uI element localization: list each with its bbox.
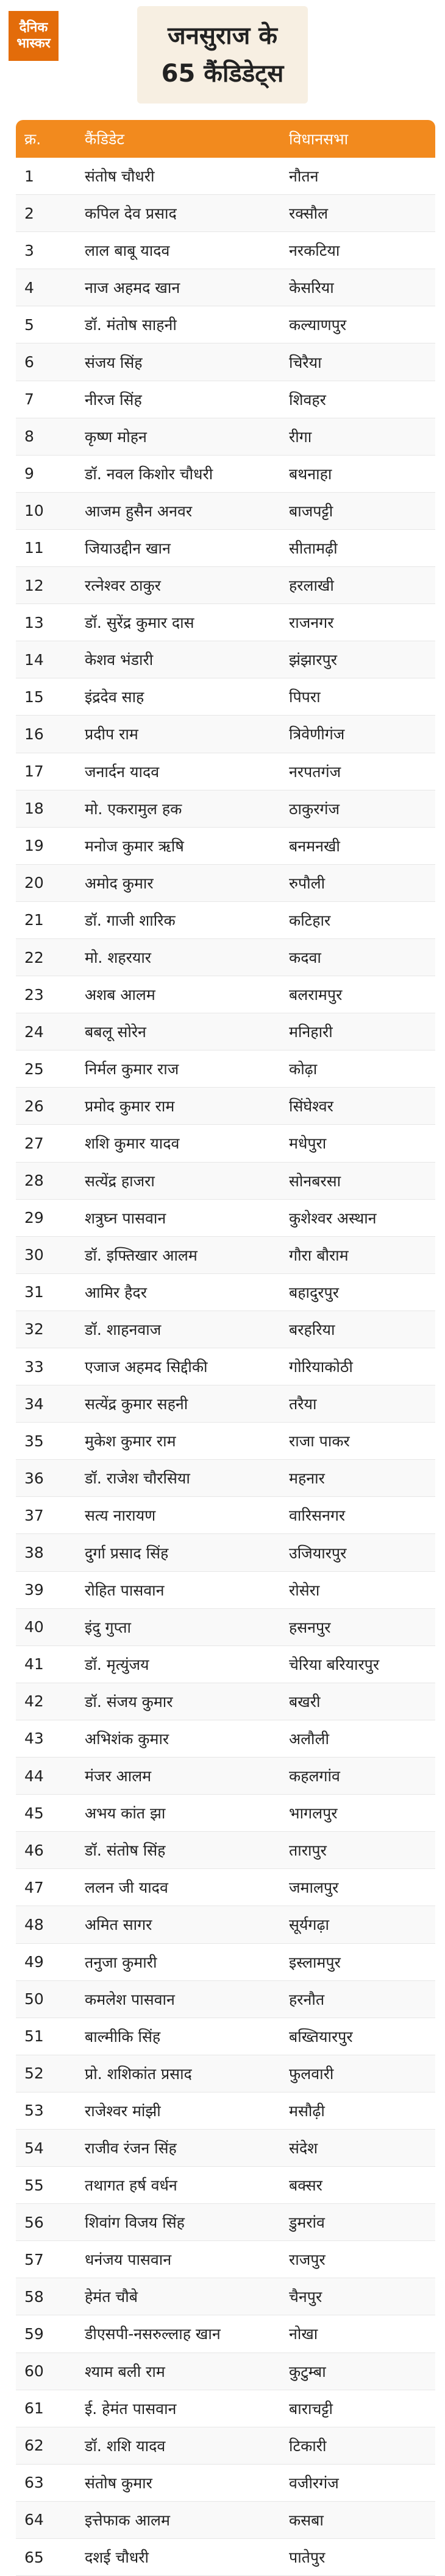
title-line-1: जनसुराज के	[168, 22, 277, 50]
header-sn: क्र.	[24, 130, 41, 148]
row-candidate: डॉ. मृत्युंजय	[85, 1655, 149, 1673]
row-candidate: संजय सिंह	[85, 353, 143, 371]
row-constituency: नौतन	[289, 167, 319, 186]
table-row	[16, 195, 435, 232]
row-sn: 28	[24, 1172, 44, 1190]
row-sn: 60	[24, 2362, 44, 2381]
row-sn: 39	[24, 1581, 44, 1599]
row-constituency: कल्याणपुर	[289, 316, 347, 334]
row-candidate: श्याम बली राम	[85, 2362, 165, 2381]
table-row	[16, 2539, 435, 2576]
table-row	[16, 232, 435, 269]
row-candidate: तनुजा कुमारी	[85, 1953, 157, 1971]
row-candidate: डॉ. सुरेंद्र कुमार दास	[85, 614, 194, 632]
row-sn: 33	[24, 1357, 44, 1376]
header-constituency: विधानसभा	[289, 130, 349, 148]
row-candidate: केशव भंडारी	[85, 651, 154, 669]
row-constituency: वारिसनगर	[289, 1507, 346, 1525]
row-sn: 23	[24, 985, 44, 1004]
row-sn: 48	[24, 1915, 44, 1934]
table-body	[16, 158, 435, 2576]
row-sn: 55	[24, 2176, 44, 2194]
table-row	[16, 2390, 435, 2427]
row-sn: 11	[24, 539, 44, 557]
row-sn: 9	[24, 465, 34, 483]
row-candidate: राजीव रंजन सिंह	[85, 2139, 177, 2158]
row-candidate: शिवांग विजय सिंह	[85, 2214, 185, 2232]
table-row	[16, 2241, 435, 2278]
table-row	[16, 456, 435, 493]
row-sn: 58	[24, 2287, 44, 2306]
table-row	[16, 1497, 435, 1534]
row-constituency: हसनपुर	[289, 1618, 331, 1636]
table-row	[16, 604, 435, 641]
row-sn: 35	[24, 1432, 44, 1450]
table-header	[16, 120, 435, 158]
row-candidate: कमलेश पासवान	[85, 1990, 175, 2008]
row-constituency: हरनौत	[289, 1990, 325, 2008]
table-row	[16, 1944, 435, 1981]
row-sn: 38	[24, 1544, 44, 1562]
row-constituency: राजनगर	[289, 614, 334, 632]
row-sn: 31	[24, 1283, 44, 1301]
row-sn: 22	[24, 948, 44, 966]
row-sn: 41	[24, 1655, 44, 1673]
table-row	[16, 1274, 435, 1311]
table-row	[16, 1534, 435, 1571]
row-candidate: रत्नेश्वर ठाकुर	[85, 577, 161, 595]
row-constituency: नरपतगंज	[289, 762, 341, 781]
row-sn: 34	[24, 1395, 44, 1413]
row-constituency: तरैया	[289, 1395, 317, 1413]
table-row	[16, 976, 435, 1013]
table-row	[16, 1572, 435, 1609]
table-row	[16, 1906, 435, 1943]
row-constituency: बहादुरपुर	[289, 1283, 339, 1301]
row-sn: 18	[24, 800, 44, 818]
logo-line-2: भास्कर	[16, 36, 51, 51]
table-row	[16, 753, 435, 790]
row-candidate: राजेश्वर मांझी	[85, 2102, 161, 2120]
row-constituency: रक्सौल	[289, 205, 329, 223]
row-candidate: डॉ. नवल किशोर चौधरी	[85, 465, 213, 483]
row-candidate: डॉ. इफ्तिखार आलम	[85, 1246, 198, 1264]
row-candidate: अशब आलम	[85, 986, 155, 1004]
table-row	[16, 158, 435, 195]
table-row	[16, 2018, 435, 2055]
row-constituency: संदेश	[289, 2139, 318, 2158]
row-candidate: मो. एकरामुल हक	[85, 800, 182, 818]
row-sn: 50	[24, 1990, 44, 2008]
row-candidate: एजाज अहमद सिद्दीकी	[85, 1358, 208, 1376]
table-row	[16, 1050, 435, 1088]
row-sn: 52	[24, 2064, 44, 2083]
row-constituency: सिंघेश्वर	[289, 1097, 333, 1116]
row-constituency: कसबा	[289, 2511, 324, 2529]
table-row	[16, 1758, 435, 1795]
row-constituency: अलौली	[289, 1730, 329, 1748]
row-constituency: सूर्यगढ़ा	[289, 1916, 330, 1934]
table-row	[16, 828, 435, 865]
row-sn: 64	[24, 2511, 44, 2529]
row-constituency: बख्तियारपुर	[289, 2027, 353, 2046]
row-candidate: डॉ. संतोष सिंह	[85, 1842, 166, 1860]
row-sn: 7	[24, 390, 34, 409]
row-candidate: नाज अहमद खान	[85, 279, 180, 297]
row-candidate: कृष्ण मोहन	[85, 428, 147, 446]
row-sn: 25	[24, 1060, 44, 1078]
row-candidate: मंजर आलम	[85, 1767, 152, 1786]
header-candidate: कैंडिडेट	[85, 130, 125, 148]
row-candidate: जनार्दन यादव	[85, 762, 160, 781]
row-sn: 65	[24, 2548, 44, 2566]
row-candidate: नीरज सिंह	[85, 390, 142, 409]
table-row	[16, 493, 435, 530]
table-row	[16, 269, 435, 306]
table-row	[16, 865, 435, 902]
row-constituency: रुपौली	[289, 874, 326, 892]
table-row	[16, 1423, 435, 1460]
table-row	[16, 1088, 435, 1125]
row-candidate: डॉ. राजेश चौरसिया	[85, 1469, 190, 1488]
table-row	[16, 1720, 435, 1758]
row-sn: 56	[24, 2213, 44, 2231]
row-sn: 10	[24, 502, 44, 520]
row-sn: 32	[24, 1320, 44, 1339]
row-constituency: त्रिवेणीगंज	[289, 725, 345, 744]
table-row	[16, 1348, 435, 1385]
row-sn: 15	[24, 688, 44, 706]
table-row	[16, 1125, 435, 1162]
row-candidate: ई. हेमंत पासवान	[85, 2399, 177, 2418]
row-constituency: कटिहार	[289, 911, 331, 929]
row-sn: 44	[24, 1767, 44, 1785]
table-row	[16, 418, 435, 456]
row-constituency: केसरिया	[289, 279, 334, 297]
row-constituency: सीतामढ़ी	[289, 539, 338, 557]
row-candidate: जियाउद्दीन खान	[85, 539, 171, 557]
row-sn: 51	[24, 2027, 44, 2046]
row-sn: 42	[24, 1692, 44, 1711]
row-candidate: दुर्गा प्रसाद सिंह	[85, 1544, 169, 1562]
row-sn: 17	[24, 762, 44, 781]
row-constituency: कहलगांव	[289, 1767, 340, 1786]
row-constituency: चेरिया बरियारपुर	[289, 1655, 380, 1673]
row-candidate: तथागत हर्ष वर्धन	[85, 2177, 177, 2195]
row-candidate: लाल बाबू यादव	[85, 242, 170, 260]
row-sn: 61	[24, 2399, 44, 2418]
row-constituency: हरलाखी	[289, 577, 334, 595]
row-candidate: अभय कांत झा	[85, 1804, 166, 1823]
row-sn: 27	[24, 1134, 44, 1152]
table-row	[16, 530, 435, 567]
row-constituency: पातेपुर	[289, 2549, 326, 2567]
row-candidate: शशि कुमार यादव	[85, 1135, 180, 1153]
row-constituency: जमालपुर	[289, 1879, 339, 1897]
row-sn: 49	[24, 1953, 44, 1971]
table-row	[16, 1869, 435, 1906]
row-constituency: बलरामपुर	[289, 986, 343, 1004]
table-row	[16, 1795, 435, 1832]
table-row	[16, 2055, 435, 2092]
row-constituency: फुलवारी	[289, 2064, 334, 2083]
table-row	[16, 1460, 435, 1497]
row-constituency: भागलपुर	[289, 1804, 338, 1823]
row-constituency: राजा पाकर	[289, 1432, 350, 1451]
row-candidate: ललन जी यादव	[85, 1879, 168, 1897]
row-sn: 43	[24, 1730, 44, 1748]
table-row	[16, 1163, 435, 1200]
row-candidate: इंद्रदेव साह	[85, 688, 144, 706]
row-constituency: बाजपट्टी	[289, 502, 333, 520]
page-title	[137, 6, 308, 104]
table-row	[16, 2130, 435, 2167]
dainik-bhaskar-logo	[9, 11, 59, 61]
row-sn: 3	[24, 241, 34, 259]
row-constituency: डुमरांव	[289, 2214, 325, 2232]
row-sn: 45	[24, 1804, 44, 1822]
row-constituency: बथनाहा	[289, 465, 332, 483]
table-row	[16, 1311, 435, 1348]
table-row	[16, 2353, 435, 2390]
row-sn: 29	[24, 1209, 44, 1227]
row-candidate: धनंजय पासवान	[85, 2251, 172, 2269]
row-sn: 30	[24, 1246, 44, 1264]
row-constituency: वजीरगंज	[289, 2474, 339, 2492]
table-row	[16, 381, 435, 418]
row-sn: 8	[24, 428, 34, 446]
row-sn: 21	[24, 911, 44, 929]
row-candidate: आमिर हैदर	[85, 1283, 147, 1301]
candidates-table	[16, 120, 435, 2576]
row-candidate: संतोष कुमार	[85, 2474, 152, 2492]
row-constituency: रीगा	[289, 428, 312, 446]
table-row	[16, 2092, 435, 2130]
row-constituency: राजपुर	[289, 2251, 326, 2269]
row-constituency: गोरियाकोठी	[289, 1358, 353, 1376]
row-constituency: नरकटिया	[289, 242, 340, 260]
row-sn: 53	[24, 2102, 44, 2120]
row-constituency: गौरा बौराम	[289, 1246, 349, 1264]
row-sn: 4	[24, 278, 34, 297]
row-constituency: कुशेश्वर अस्थान	[289, 1209, 377, 1227]
row-sn: 19	[24, 837, 44, 855]
row-sn: 20	[24, 874, 44, 892]
row-sn: 37	[24, 1506, 44, 1524]
row-candidate: मनोज कुमार ऋषि	[85, 837, 184, 855]
row-sn: 1	[24, 167, 34, 185]
row-candidate: प्रमोद कुमार राम	[85, 1097, 175, 1116]
row-constituency: तारापुर	[289, 1842, 327, 1860]
row-sn: 40	[24, 1618, 44, 1636]
row-sn: 16	[24, 725, 44, 743]
row-sn: 46	[24, 1841, 44, 1859]
row-candidate: कपिल देव प्रसाद	[85, 205, 177, 223]
row-sn: 36	[24, 1469, 44, 1487]
row-candidate: अमोद कुमार	[85, 874, 154, 892]
row-candidate: सत्य नारायण	[85, 1507, 156, 1525]
table-row	[16, 902, 435, 939]
row-sn: 63	[24, 2474, 44, 2492]
table-row	[16, 1200, 435, 1237]
row-constituency: झंझारपुर	[289, 651, 337, 669]
row-constituency: बखरी	[289, 1692, 321, 1711]
row-constituency: नोखा	[289, 2325, 318, 2343]
row-candidate: संतोष चौधरी	[85, 167, 155, 186]
table-row	[16, 2278, 435, 2315]
row-constituency: चिरैया	[289, 353, 322, 371]
row-constituency: उजियारपुर	[289, 1544, 347, 1562]
row-candidate: इत्तेफाक आलम	[85, 2511, 170, 2529]
row-constituency: कदवा	[289, 949, 321, 967]
row-constituency: बाराचट्टी	[289, 2399, 333, 2418]
row-candidate: सत्येंद्र कुमार सहनी	[85, 1395, 188, 1413]
row-candidate: बबलू सोरेन	[85, 1023, 146, 1041]
row-constituency: पिपरा	[289, 688, 321, 706]
row-sn: 54	[24, 2139, 44, 2157]
row-candidate: हेमंत चौबे	[85, 2288, 138, 2306]
row-candidate: इंदु गुप्ता	[85, 1618, 131, 1636]
table-row	[16, 1832, 435, 1869]
row-candidate: मुकेश कुमार राम	[85, 1432, 176, 1451]
row-constituency: टिकारी	[289, 2437, 327, 2455]
row-sn: 2	[24, 204, 34, 222]
table-row	[16, 1981, 435, 2018]
row-sn: 57	[24, 2250, 44, 2268]
row-constituency: मनिहारी	[289, 1023, 333, 1041]
row-constituency: चैनपुर	[289, 2288, 322, 2306]
table-row	[16, 2204, 435, 2241]
table-row	[16, 2167, 435, 2204]
table-row	[16, 2427, 435, 2465]
row-sn: 13	[24, 613, 44, 632]
row-candidate: मो. शहरयार	[85, 949, 152, 967]
table-row	[16, 1609, 435, 1646]
table-row	[16, 2315, 435, 2353]
table-row	[16, 2502, 435, 2539]
row-constituency: रोसेरा	[289, 1581, 320, 1599]
row-candidate: प्रदीप राम	[85, 725, 138, 744]
row-sn: 24	[24, 1022, 44, 1041]
row-candidate: शत्रुघ्न पासवान	[85, 1209, 166, 1227]
row-candidate: डॉ. शशि यादव	[85, 2437, 166, 2455]
row-candidate: डॉ. मंतोष साहनी	[85, 316, 177, 334]
table-row	[16, 2465, 435, 2502]
row-candidate: आजम हुसैन अनवर	[85, 502, 193, 520]
row-constituency: मसौढ़ी	[289, 2102, 325, 2120]
row-constituency: इस्लामपुर	[289, 1953, 341, 1971]
table-row	[16, 306, 435, 343]
row-candidate: दशई चौधरी	[85, 2549, 149, 2567]
row-candidate: बाल्मीकि सिंह	[85, 2027, 161, 2046]
table-row	[16, 641, 435, 678]
row-constituency: कुटुम्बा	[289, 2362, 326, 2381]
row-constituency: महनार	[289, 1469, 325, 1488]
header	[0, 0, 445, 110]
table-row	[16, 1646, 435, 1683]
table-row	[16, 1013, 435, 1050]
table-row	[16, 716, 435, 753]
table-row	[16, 1683, 435, 1720]
table-row	[16, 939, 435, 976]
row-sn: 12	[24, 576, 44, 594]
row-candidate: डॉ. गाजी शारिक	[85, 911, 176, 929]
row-candidate: डॉ. संजय कुमार	[85, 1692, 173, 1711]
row-constituency: बरहरिया	[289, 1320, 335, 1339]
row-sn: 62	[24, 2437, 44, 2455]
table-row	[16, 790, 435, 828]
logo-line-1: दैनिक	[19, 20, 48, 35]
table-row	[16, 1385, 435, 1423]
row-candidate: निर्मल कुमार राज	[85, 1060, 179, 1079]
row-sn: 26	[24, 1097, 44, 1115]
row-candidate: सत्येंद्र हाजरा	[85, 1172, 155, 1190]
row-sn: 6	[24, 353, 34, 371]
row-candidate: प्रो. शशिकांत प्रसाद	[85, 2064, 192, 2083]
table-row	[16, 678, 435, 716]
row-candidate: अमित सागर	[85, 1916, 152, 1934]
row-constituency: कोढ़ा	[289, 1060, 318, 1079]
table-row	[16, 1237, 435, 1274]
row-candidate: डॉ. शाहनवाज	[85, 1320, 162, 1339]
row-candidate: रोहित पासवान	[85, 1581, 165, 1599]
row-constituency: बक्सर	[289, 2177, 322, 2195]
row-constituency: ठाकुरगंज	[289, 800, 340, 818]
table-row	[16, 343, 435, 381]
row-sn: 5	[24, 315, 34, 334]
row-constituency: शिवहर	[289, 390, 326, 409]
row-constituency: सोनबरसा	[289, 1172, 341, 1190]
title-line-2: 65 कैंडिडेट्स	[161, 60, 284, 88]
row-sn: 47	[24, 1878, 44, 1896]
row-constituency: बनमनखी	[289, 837, 340, 855]
row-candidate: अभिशंक कुमार	[85, 1730, 169, 1748]
table-row	[16, 567, 435, 604]
row-sn: 59	[24, 2324, 44, 2343]
row-constituency: मधेपुरा	[289, 1135, 327, 1153]
row-sn: 14	[24, 650, 44, 669]
row-candidate: डीएसपी-नसरुल्लाह खान	[85, 2325, 221, 2343]
